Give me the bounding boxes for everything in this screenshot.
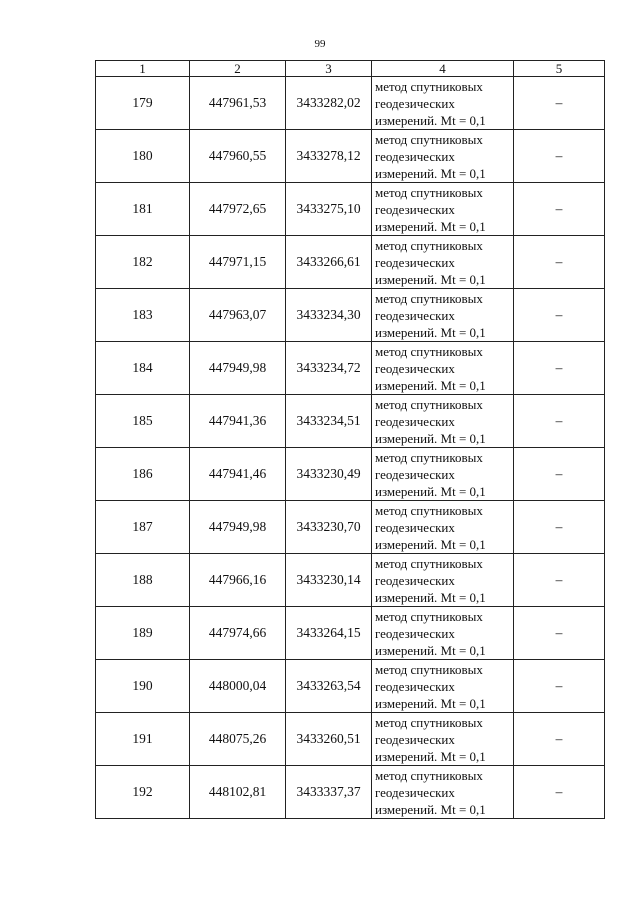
method-line: метод спутниковых — [375, 449, 483, 465]
note-cell: – — [514, 607, 605, 660]
method-line: измерений. Mt = 0,1 — [375, 271, 486, 287]
note-cell: – — [514, 660, 605, 713]
note-cell: – — [514, 448, 605, 501]
coordinate-y-cell: 3433263,54 — [286, 660, 372, 713]
coordinate-x-cell: 447974,66 — [190, 607, 286, 660]
method-line: измерений. Mt = 0,1 — [375, 430, 486, 446]
coordinate-y-cell: 3433264,15 — [286, 607, 372, 660]
note-cell: – — [514, 342, 605, 395]
method-line: геодезических — [375, 201, 455, 217]
coordinate-y-cell: 3433234,72 — [286, 342, 372, 395]
coordinate-y-cell: 3433282,02 — [286, 77, 372, 130]
method-line: метод спутниковых — [375, 237, 483, 253]
method-line: метод спутниковых — [375, 290, 483, 306]
method-line: метод спутниковых — [375, 714, 483, 730]
table-row — [96, 766, 605, 819]
method-cell — [372, 501, 514, 554]
point-number-cell: 180 — [96, 130, 190, 183]
coordinate-y-cell: 3433230,70 — [286, 501, 372, 554]
method-cell — [372, 554, 514, 607]
method-line: измерений. Mt = 0,1 — [375, 536, 486, 552]
point-number-cell: 184 — [96, 342, 190, 395]
point-number-cell: 188 — [96, 554, 190, 607]
table-row — [96, 236, 605, 289]
table-body — [96, 77, 605, 819]
method-cell — [372, 289, 514, 342]
table-row — [96, 342, 605, 395]
method-line: геодезических — [375, 731, 455, 747]
method-line: геодезических — [375, 254, 455, 270]
table-row — [96, 713, 605, 766]
header-col-2: 2 — [190, 61, 286, 77]
point-number-cell: 191 — [96, 713, 190, 766]
method-line: метод спутниковых — [375, 131, 483, 147]
coordinate-y-cell: 3433266,61 — [286, 236, 372, 289]
point-number-cell: 186 — [96, 448, 190, 501]
note-cell: – — [514, 183, 605, 236]
coordinate-x-cell: 447941,36 — [190, 395, 286, 448]
coordinate-x-cell: 447960,55 — [190, 130, 286, 183]
note-cell: – — [514, 236, 605, 289]
coordinate-x-cell: 448000,04 — [190, 660, 286, 713]
point-number-cell: 185 — [96, 395, 190, 448]
method-line: измерений. Mt = 0,1 — [375, 324, 486, 340]
method-line: геодезических — [375, 519, 455, 535]
coordinate-y-cell: 3433275,10 — [286, 183, 372, 236]
coordinate-y-cell: 3433260,51 — [286, 713, 372, 766]
coordinate-x-cell: 447971,15 — [190, 236, 286, 289]
point-number-cell: 189 — [96, 607, 190, 660]
note-cell: – — [514, 130, 605, 183]
method-line: геодезических — [375, 625, 455, 641]
method-line: метод спутниковых — [375, 767, 483, 783]
method-line: измерений. Mt = 0,1 — [375, 112, 486, 128]
method-line: метод спутниковых — [375, 343, 483, 359]
method-cell — [372, 183, 514, 236]
table-header — [96, 61, 605, 77]
method-line: измерений. Mt = 0,1 — [375, 642, 486, 658]
coordinate-y-cell: 3433234,51 — [286, 395, 372, 448]
method-line: геодезических — [375, 466, 455, 482]
method-line: измерений. Mt = 0,1 — [375, 695, 486, 711]
table-row — [96, 660, 605, 713]
coordinate-y-cell: 3433337,37 — [286, 766, 372, 819]
table-row — [96, 554, 605, 607]
note-cell: – — [514, 766, 605, 819]
point-number-cell: 190 — [96, 660, 190, 713]
header-col-1: 1 — [96, 61, 190, 77]
method-line: измерений. Mt = 0,1 — [375, 165, 486, 181]
method-line: метод спутниковых — [375, 502, 483, 518]
method-line: измерений. Mt = 0,1 — [375, 218, 486, 234]
method-cell — [372, 395, 514, 448]
method-line: измерений. Mt = 0,1 — [375, 748, 486, 764]
coordinate-x-cell: 447972,65 — [190, 183, 286, 236]
note-cell: – — [514, 501, 605, 554]
coordinate-x-cell: 447949,98 — [190, 342, 286, 395]
table-row — [96, 395, 605, 448]
method-line: измерений. Mt = 0,1 — [375, 589, 486, 605]
table-row — [96, 607, 605, 660]
method-line: измерений. Mt = 0,1 — [375, 377, 486, 393]
method-cell — [372, 766, 514, 819]
method-cell — [372, 607, 514, 660]
method-line: метод спутниковых — [375, 661, 483, 677]
coordinate-x-cell: 447949,98 — [190, 501, 286, 554]
table-row — [96, 289, 605, 342]
coordinate-y-cell: 3433230,49 — [286, 448, 372, 501]
method-cell — [372, 77, 514, 130]
note-cell: – — [514, 554, 605, 607]
point-number-cell: 182 — [96, 236, 190, 289]
method-cell — [372, 660, 514, 713]
method-line: измерений. Mt = 0,1 — [375, 801, 486, 817]
coordinate-x-cell: 448075,26 — [190, 713, 286, 766]
table-row — [96, 448, 605, 501]
note-cell: – — [514, 289, 605, 342]
method-line: геодезических — [375, 678, 455, 694]
method-line: измерений. Mt = 0,1 — [375, 483, 486, 499]
header-col-3: 3 — [286, 61, 372, 77]
method-line: метод спутниковых — [375, 78, 483, 94]
method-line: геодезических — [375, 784, 455, 800]
table-row — [96, 77, 605, 130]
method-line: метод спутниковых — [375, 608, 483, 624]
method-cell — [372, 448, 514, 501]
method-line: метод спутниковых — [375, 396, 483, 412]
point-number-cell: 192 — [96, 766, 190, 819]
header-col-4: 4 — [372, 61, 514, 77]
coordinate-y-cell: 3433234,30 — [286, 289, 372, 342]
point-number-cell: 187 — [96, 501, 190, 554]
coordinate-x-cell: 447963,07 — [190, 289, 286, 342]
method-line: геодезических — [375, 572, 455, 588]
header-row — [96, 61, 605, 77]
coordinate-x-cell: 447941,46 — [190, 448, 286, 501]
coordinate-x-cell: 447966,16 — [190, 554, 286, 607]
method-cell — [372, 713, 514, 766]
method-cell — [372, 130, 514, 183]
method-line: геодезических — [375, 413, 455, 429]
point-number-cell: 179 — [96, 77, 190, 130]
method-line: геодезических — [375, 148, 455, 164]
coordinates-table — [95, 60, 605, 819]
method-line: метод спутниковых — [375, 555, 483, 571]
method-line: метод спутниковых — [375, 184, 483, 200]
note-cell: – — [514, 77, 605, 130]
point-number-cell: 181 — [96, 183, 190, 236]
coordinate-y-cell: 3433230,14 — [286, 554, 372, 607]
header-col-5: 5 — [514, 61, 605, 77]
page-number: 99 — [314, 38, 326, 50]
method-cell — [372, 236, 514, 289]
method-line: геодезических — [375, 360, 455, 376]
method-cell — [372, 342, 514, 395]
note-cell: – — [514, 713, 605, 766]
note-cell: – — [514, 395, 605, 448]
point-number-cell: 183 — [96, 289, 190, 342]
table-row — [96, 501, 605, 554]
coordinate-x-cell: 448102,81 — [190, 766, 286, 819]
table-row — [96, 130, 605, 183]
method-line: геодезических — [375, 95, 455, 111]
coordinate-x-cell: 447961,53 — [190, 77, 286, 130]
coordinate-y-cell: 3433278,12 — [286, 130, 372, 183]
table-row — [96, 183, 605, 236]
method-line: геодезических — [375, 307, 455, 323]
